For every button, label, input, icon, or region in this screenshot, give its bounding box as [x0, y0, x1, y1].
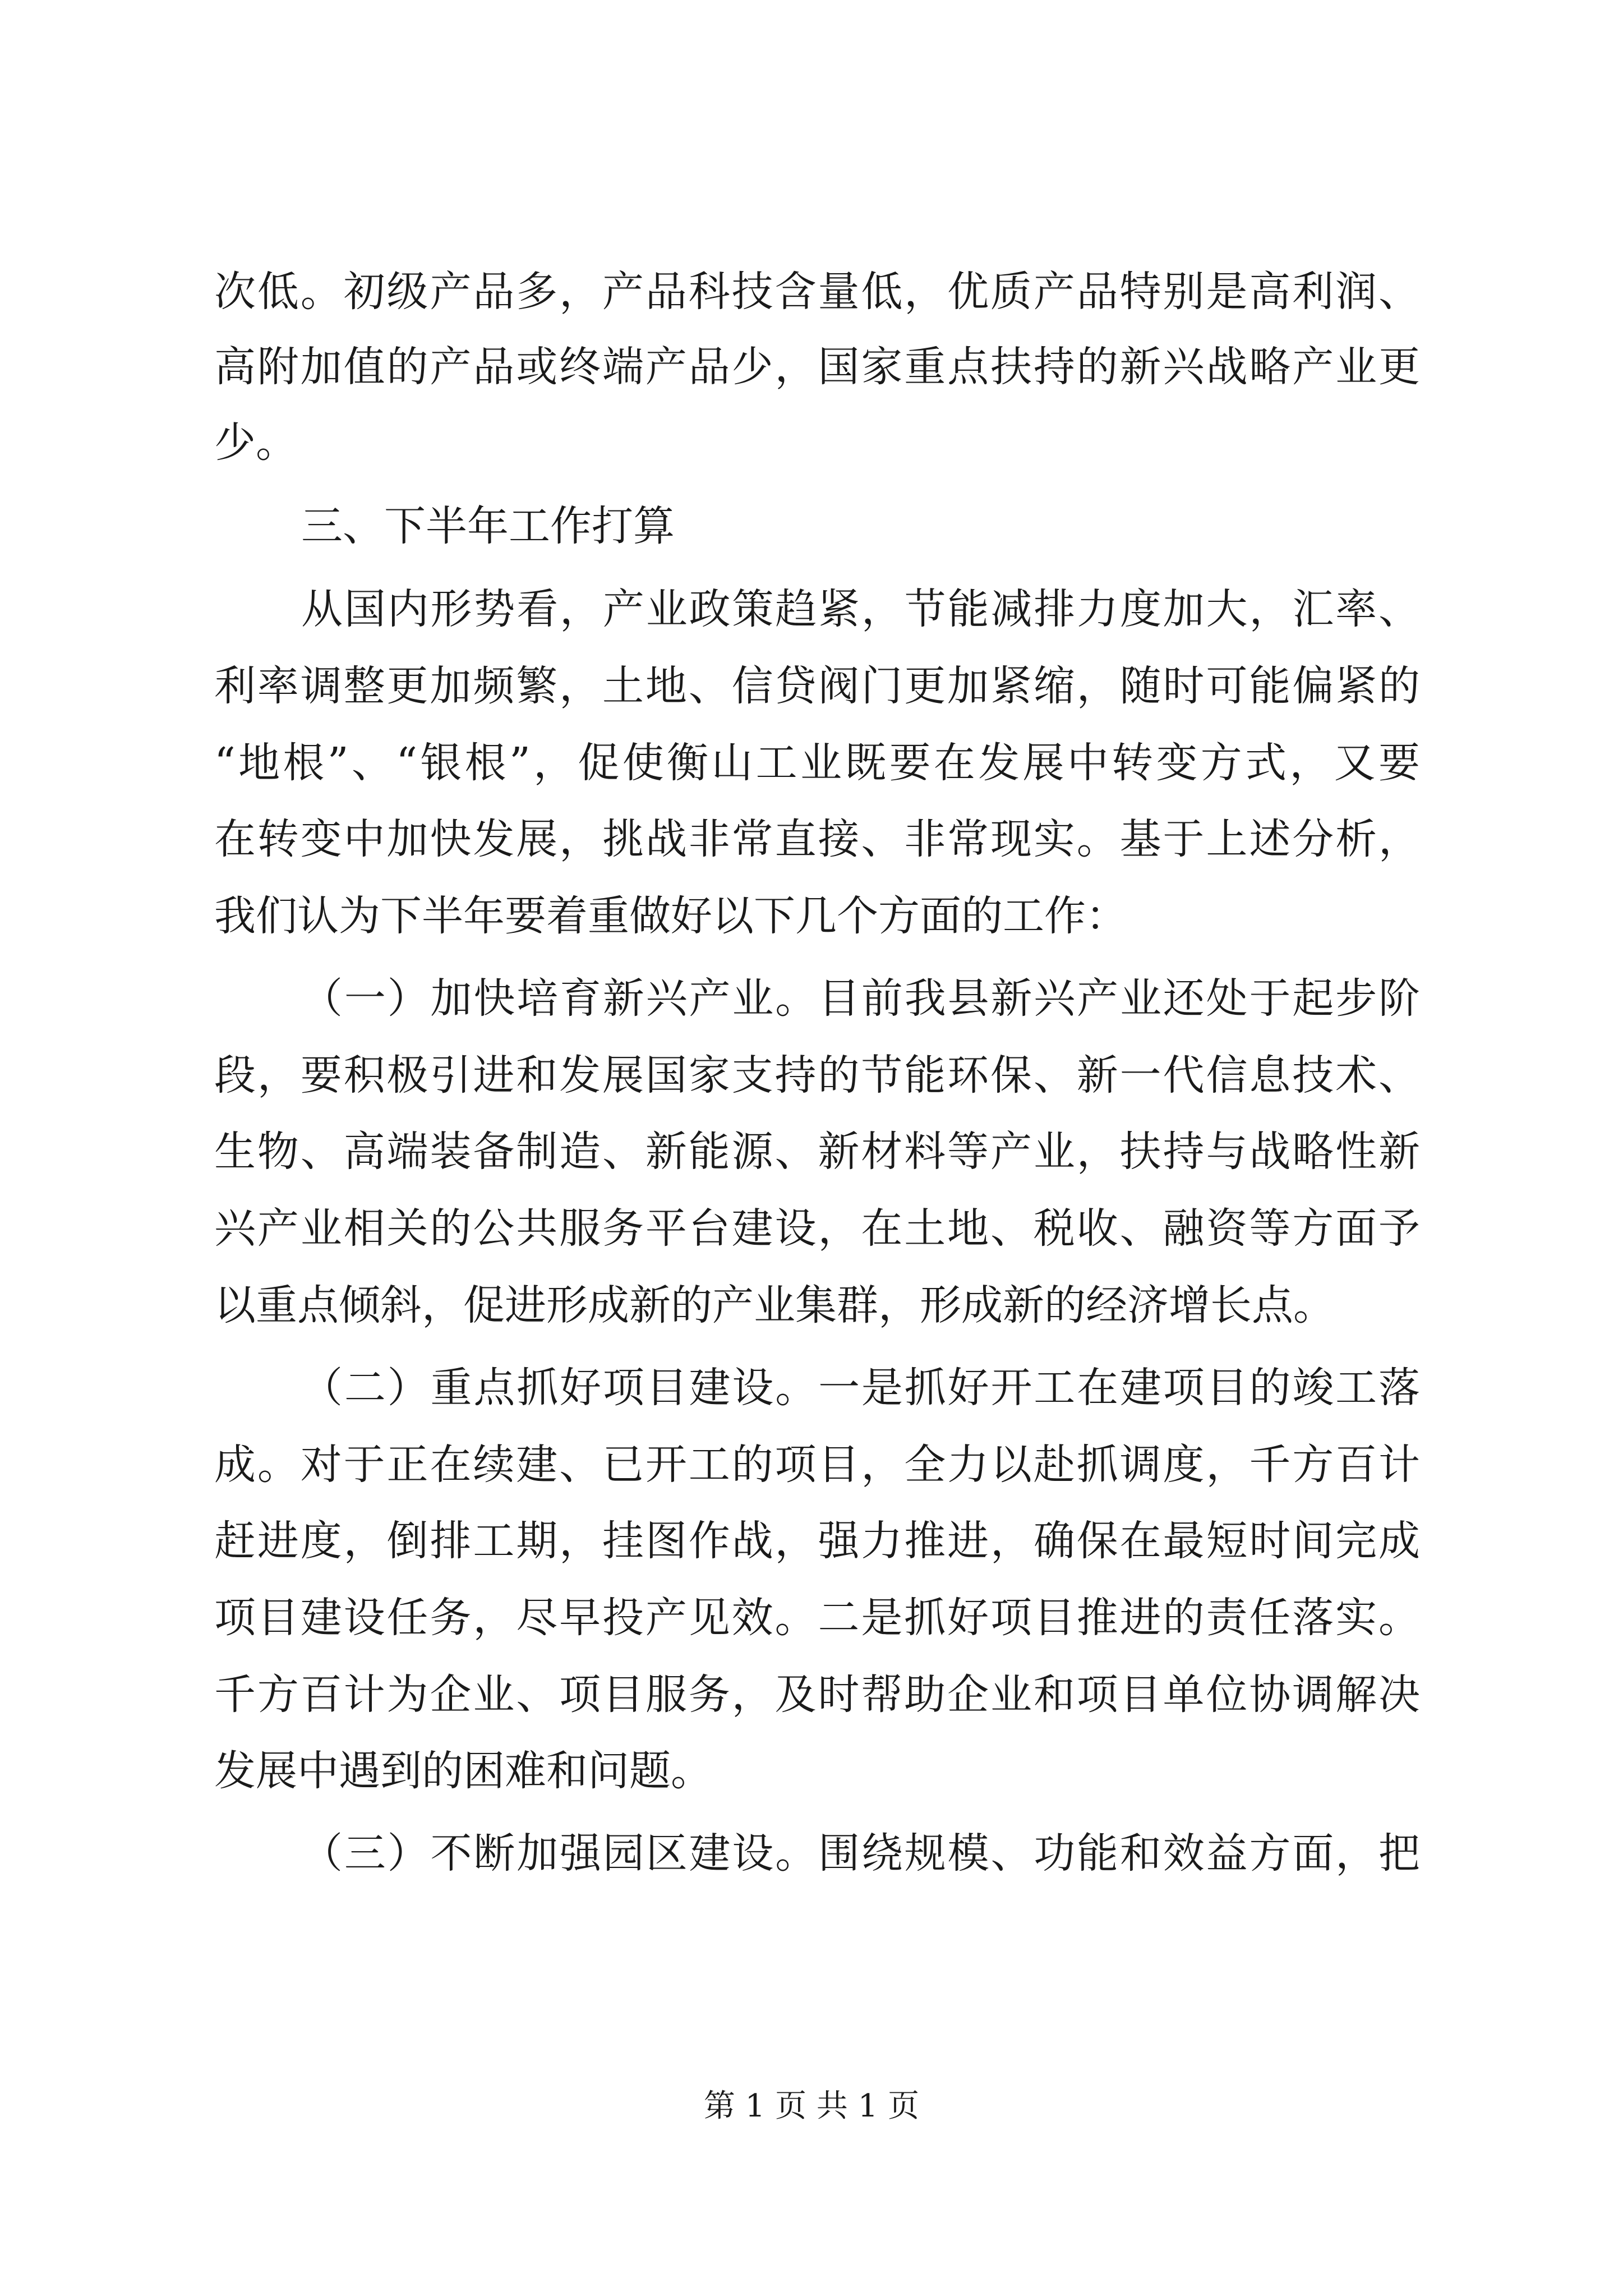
- text-line: 次低。初级产品多，产品科技含量低，优质产品特别是高利润、: [214, 268, 1420, 316]
- text-line: 从国内形势看，产业政策趋紧，节能减排力度加大，汇率、: [301, 585, 1420, 633]
- section-heading: 三、下半年工作打算: [301, 502, 675, 550]
- text-line: 发展中遇到的困难和问题。: [214, 1747, 712, 1795]
- text-line: “地根”、“银根”，促使衡山工业既要在发展中转变方式，又要: [214, 739, 1420, 787]
- text-line: 千方百计为企业、项目服务，及时帮助企业和项目单位协调解决: [214, 1671, 1420, 1719]
- text-line: 利率调整更加频繁，土地、信贷阀门更加紧缩，随时可能偏紧的: [214, 662, 1420, 710]
- text-line: 少。: [214, 418, 297, 467]
- subsection-paragraph-1: （一）加快培育新兴产业。目前我县新兴产业还处于起步阶: [301, 974, 1420, 1023]
- page-footer: 第 1 页 共 1 页: [703, 2088, 920, 2124]
- text-line: 兴产业相关的公共服务平台建设，在土地、税收、融资等方面予: [214, 1204, 1420, 1253]
- text-line: 项目建设任务，尽早投产见效。二是抓好项目推进的责任落实。: [214, 1594, 1420, 1642]
- text-line: 高附加值的产品或终端产品少，国家重点扶持的新兴战略产业更: [214, 343, 1420, 391]
- subsection-paragraph-2: （二）重点抓好项目建设。一是抓好开工在建项目的竣工落: [301, 1364, 1420, 1412]
- text-line: 我们认为下半年要着重做好以下几个方面的工作：: [214, 892, 1127, 940]
- text-line: 生物、高端装备制造、新能源、新材料等产业，扶持与战略性新: [214, 1128, 1420, 1176]
- subsection-paragraph-3: （三）不断加强园区建设。围绕规模、功能和效益方面，把: [301, 1829, 1420, 1878]
- text-line: 段，要积极引进和发展国家支持的节能环保、新一代信息技术、: [214, 1051, 1420, 1099]
- text-line: 以重点倾斜，促进形成新的产业集群，形成新的经济增长点。: [214, 1281, 1335, 1329]
- text-line: 在转变中加快发展，挑战非常直接、非常现实。基于上述分析，: [214, 815, 1420, 863]
- text-line: 成。对于正在续建、已开工的项目，全力以赴抓调度，千方百计: [214, 1441, 1420, 1489]
- text-line: 赶进度，倒排工期，挂图作战，强力推进，确保在最短时间完成: [214, 1517, 1420, 1565]
